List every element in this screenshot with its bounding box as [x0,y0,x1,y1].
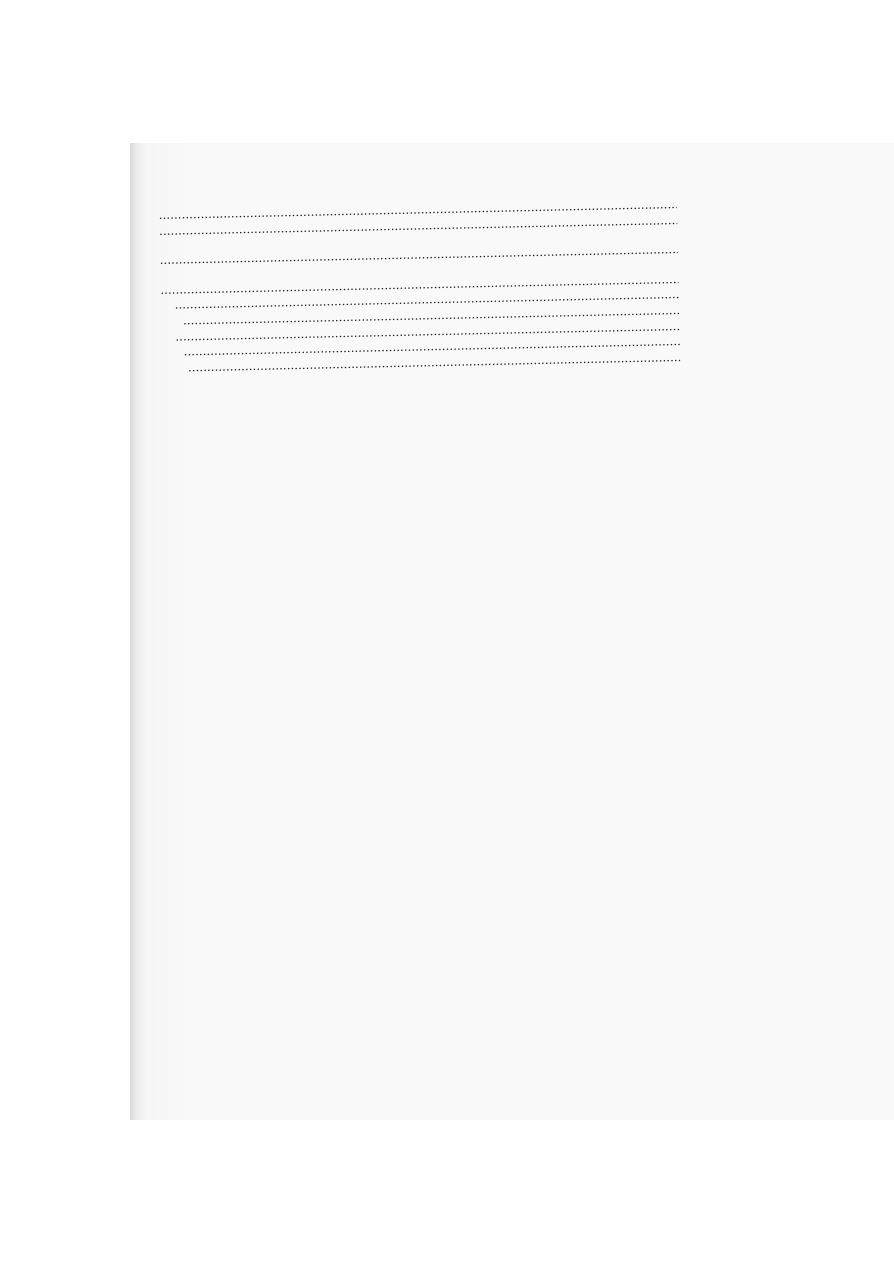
page-ref [682,360,708,361]
page-ref [681,282,707,283]
toc-entry-introduction [158,241,706,268]
dot-leader [160,241,678,267]
table-of-contents-page [156,149,734,1041]
page-ref [679,207,705,208]
page-ref [682,345,708,346]
page-ref [679,223,705,224]
page-ref [681,329,707,330]
page-ref [681,298,707,299]
chapter-rykala [158,270,708,375]
page-ref [681,313,707,314]
page-ref [680,253,706,254]
toc-list [157,195,708,375]
